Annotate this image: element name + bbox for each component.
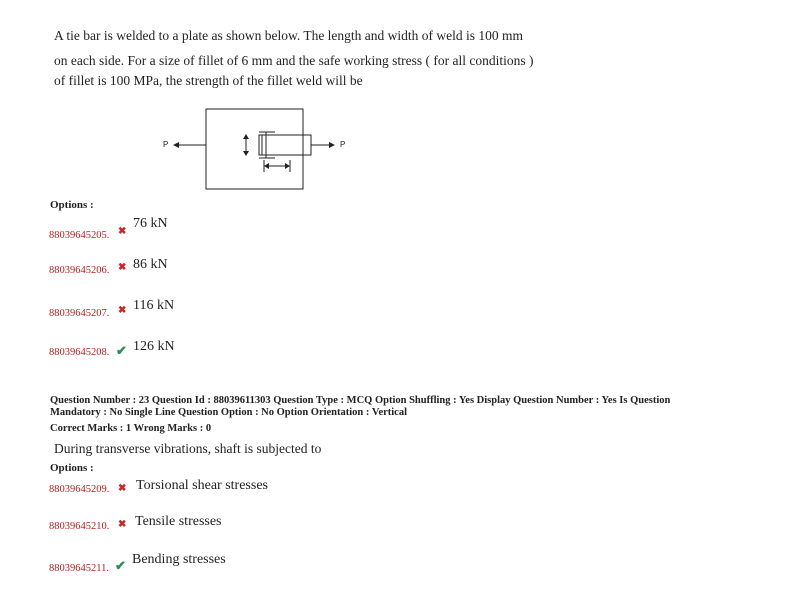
load-label-left: P [163,140,169,149]
option-id: 88039645209. [49,484,110,495]
question-23-meta-line-2: Mandatory : No Single Line Question Option : No Option Orientation : Vertical [50,407,408,418]
options-heading: Options : [50,199,94,211]
option-text: 76 kN [133,216,168,231]
option-text: 116 kN [133,298,175,313]
cross-icon: ✖ [118,305,127,316]
option-id: 88039645206. [49,265,110,276]
question-22-text-line-3: of fillet is 100 MPa, the strength of the fillet weld will be [54,73,363,88]
plate-outline [206,109,303,189]
question-23-text: During transverse vibrations, shaft is subjected to [54,441,322,456]
question-22-text-line-2: on each side. For a size of fillet of 6 mm and the safe working stress ( for all conditions ) [54,53,534,68]
option-text: 126 kN [133,339,175,354]
question-22-text-line-1: A tie bar is welded to a plate as shown below. The length and width of weld is 100 mm [54,28,524,43]
option-id: 88039645208. [49,347,110,358]
options-heading: Options : [50,462,94,474]
length-arrow-right [285,163,290,169]
option-text: Tensile stresses [135,514,222,529]
option-text: Bending stresses [132,552,226,567]
question-23-marks: Correct Marks : 1 Wrong Marks : 0 [50,423,212,434]
cross-icon: ✖ [118,262,127,273]
option-text: Torsional shear stresses [136,478,268,493]
width-arrow-down [243,151,249,156]
load-label-right: P [340,140,346,149]
option-id: 88039645210. [49,521,110,532]
width-arrow-up [243,134,249,139]
cross-icon: ✖ [118,519,127,530]
check-icon: ✔ [116,343,127,358]
option-id: 88039645205. [49,230,110,241]
option-text: 86 kN [133,257,168,272]
option-id: 88039645211. [49,563,109,574]
check-icon: ✔ [115,558,126,573]
length-arrow-left [264,163,269,169]
question-23-meta-line-1: Question Number : 23 Question Id : 88039611303 Question Type : MCQ Option Shuffling : Yes Display Question Number : Yes Is Question [50,395,671,406]
cross-icon: ✖ [118,483,127,494]
cross-icon: ✖ [118,226,127,237]
option-id: 88039645207. [49,308,110,319]
weld-figure [150,100,370,195]
